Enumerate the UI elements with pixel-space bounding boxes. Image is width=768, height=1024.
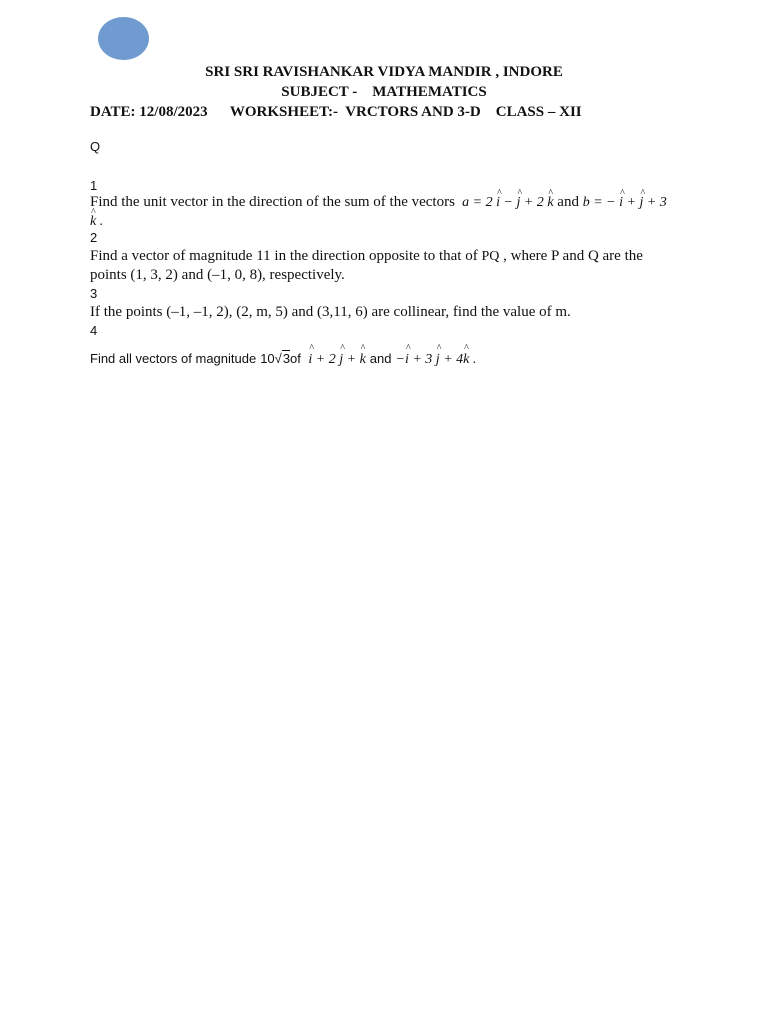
info-row [90, 104, 582, 121]
date-text: DATE: 12/08/2023 [90, 104, 208, 120]
question-number-2: 2 [90, 230, 98, 245]
vector-pq: PQ [481, 249, 500, 264]
worksheet-title: WORKSHEET:- VRCTORS AND 3-D [229, 104, 481, 120]
vector-b-expression: b = − ^ i + ^ j + 3 ^ k . [90, 195, 667, 229]
question-2-text [90, 247, 675, 284]
question-number-1: 1 [90, 178, 98, 193]
subject-line: SUBJECT - MATHEMATICS [281, 84, 487, 100]
vector-a-expression: a = 2 ^ i − ^ j + 2 ^ k [459, 195, 554, 210]
school-name: SRI SRI RAVISHANKAR VIDYA MANDIR , INDORE [205, 64, 563, 80]
magnitude-root: 3 [282, 351, 291, 366]
question-number-3: 3 [90, 286, 98, 301]
question-1-and: and [557, 194, 579, 210]
question-3-text: If the points (–1, –1, 2), (2, m, 5) and (3,11, 6) are collinear, find the value of m. [90, 304, 571, 320]
question-2-points: , where P and Q are the points (1, 3, 2) and (–1, 0, 8), respectively. [90, 248, 643, 283]
class-label: CLASS – XII [495, 104, 582, 120]
vector-expression-1: ^ i + 2 ^ j + ^ k [305, 352, 366, 367]
logo-circle [98, 17, 149, 60]
question-1-text [90, 193, 675, 231]
question-4-text: Find all vectors of magnitude 10√3of ^ i + 2 ^ j + ^ k and −^ i + 3 ^ j + 4^ k . [90, 350, 690, 368]
section-label: Q [90, 139, 101, 154]
question-4-prompt: Find all vectors of magnitude [90, 351, 257, 366]
question-4-and: and [369, 351, 392, 366]
magnitude-coefficient: 10 [260, 351, 275, 366]
question-4-of: of [290, 351, 301, 366]
question-1-prompt: Find the unit vector in the direction of the sum of the vectors [90, 194, 455, 210]
question-number-4: 4 [90, 323, 98, 338]
question-2-prompt: Find a vector of magnitude 11 in the direction opposite to that of [90, 248, 478, 264]
vector-expression-2: −^ i + 3 ^ j + 4^ k . [396, 352, 477, 367]
